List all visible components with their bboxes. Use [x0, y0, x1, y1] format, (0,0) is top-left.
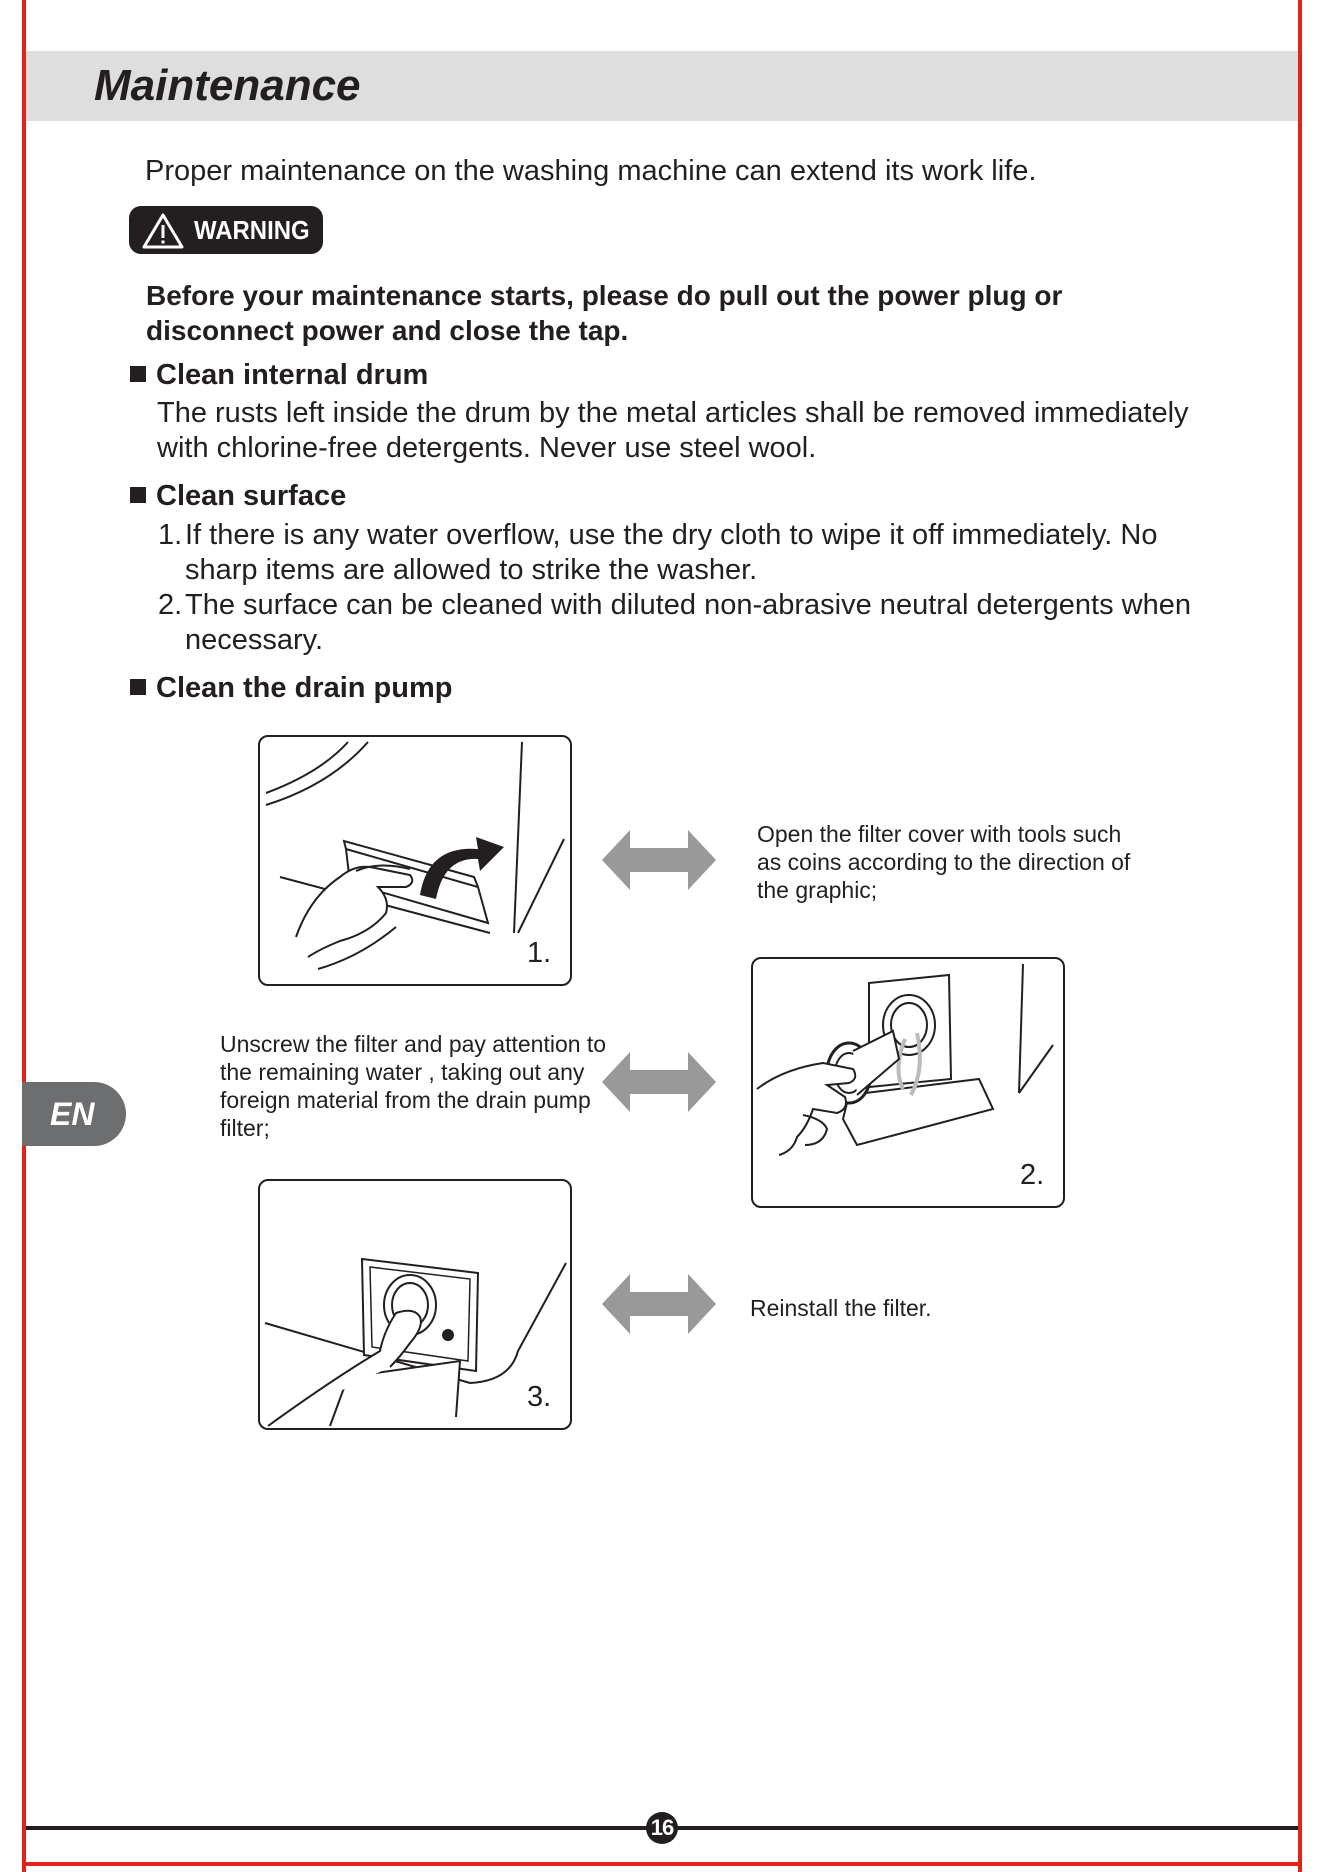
double-arrow-icon	[602, 830, 716, 890]
warning-text: Before your maintenance starts, please do pull out the power plug or disconnect power and close the tap.	[146, 280, 1063, 346]
square-bullet-icon	[130, 366, 146, 382]
open-filter-cover-illustration	[260, 737, 570, 984]
reinstall-filter-illustration	[260, 1181, 570, 1428]
language-label: EN	[50, 1096, 95, 1132]
surface-list-item-1	[158, 518, 1218, 588]
heading-clean-drain-pump	[130, 670, 452, 706]
heading-clean-surface	[130, 478, 346, 514]
list-text: If there is any water overflow, use the dry cloth to wipe it off immediately. No sharp items are allowed to strike the washer.	[185, 519, 1158, 586]
page-border-bottom	[22, 1862, 1302, 1866]
heading-text: Clean internal drum	[156, 359, 429, 391]
square-bullet-icon	[130, 679, 146, 695]
list-text: The surface can be cleaned with diluted non-abrasive neutral detergents when necessary.	[185, 589, 1191, 656]
footer-rule-left	[26, 1826, 648, 1830]
list-number: 2.	[158, 589, 183, 621]
step-3-caption: Reinstall the filter.	[750, 1295, 932, 1321]
figure-number: 1.	[527, 937, 552, 969]
footer-rule-right	[676, 1826, 1298, 1830]
figure-step-3	[258, 1179, 572, 1430]
figure-number: 2.	[1020, 1159, 1045, 1191]
list-number: 1.	[158, 519, 183, 551]
drum-body-text: The rusts left inside the drum by the metal articles shall be removed immediately with chlorine-free detergents. Never use steel wool.	[157, 397, 1189, 464]
intro-text: Proper maintenance on the washing machine can extend its work life.	[145, 155, 1037, 187]
page-title: Maintenance	[94, 61, 361, 110]
heading-clean-internal-drum	[130, 357, 428, 393]
figure-step-1	[258, 735, 572, 986]
step-2-caption: Unscrew the filter and pay attention to the remaining water , taking out any foreign material from the drain pump filter;	[220, 1031, 607, 1141]
double-arrow-icon	[602, 1052, 716, 1112]
warning-label: WARNING	[194, 215, 310, 245]
surface-list-item-2	[158, 588, 1218, 658]
figure-step-2	[751, 957, 1065, 1208]
warning-badge	[129, 206, 323, 254]
unscrew-filter-illustration	[753, 959, 1063, 1206]
heading-text: Clean the drain pump	[156, 672, 453, 704]
square-bullet-icon	[130, 487, 146, 503]
double-arrow-icon	[602, 1274, 716, 1334]
page-border-right	[1298, 0, 1302, 1872]
heading-text: Clean surface	[156, 480, 347, 512]
warning-icon	[141, 212, 185, 250]
page-border-left	[22, 0, 26, 1872]
step-1-caption: Open the filter cover with tools such as coins according to the direction of the graphic;	[757, 821, 1131, 903]
language-tab	[22, 1082, 126, 1146]
figure-number: 3.	[527, 1381, 552, 1413]
page-number: 16	[646, 1812, 678, 1844]
